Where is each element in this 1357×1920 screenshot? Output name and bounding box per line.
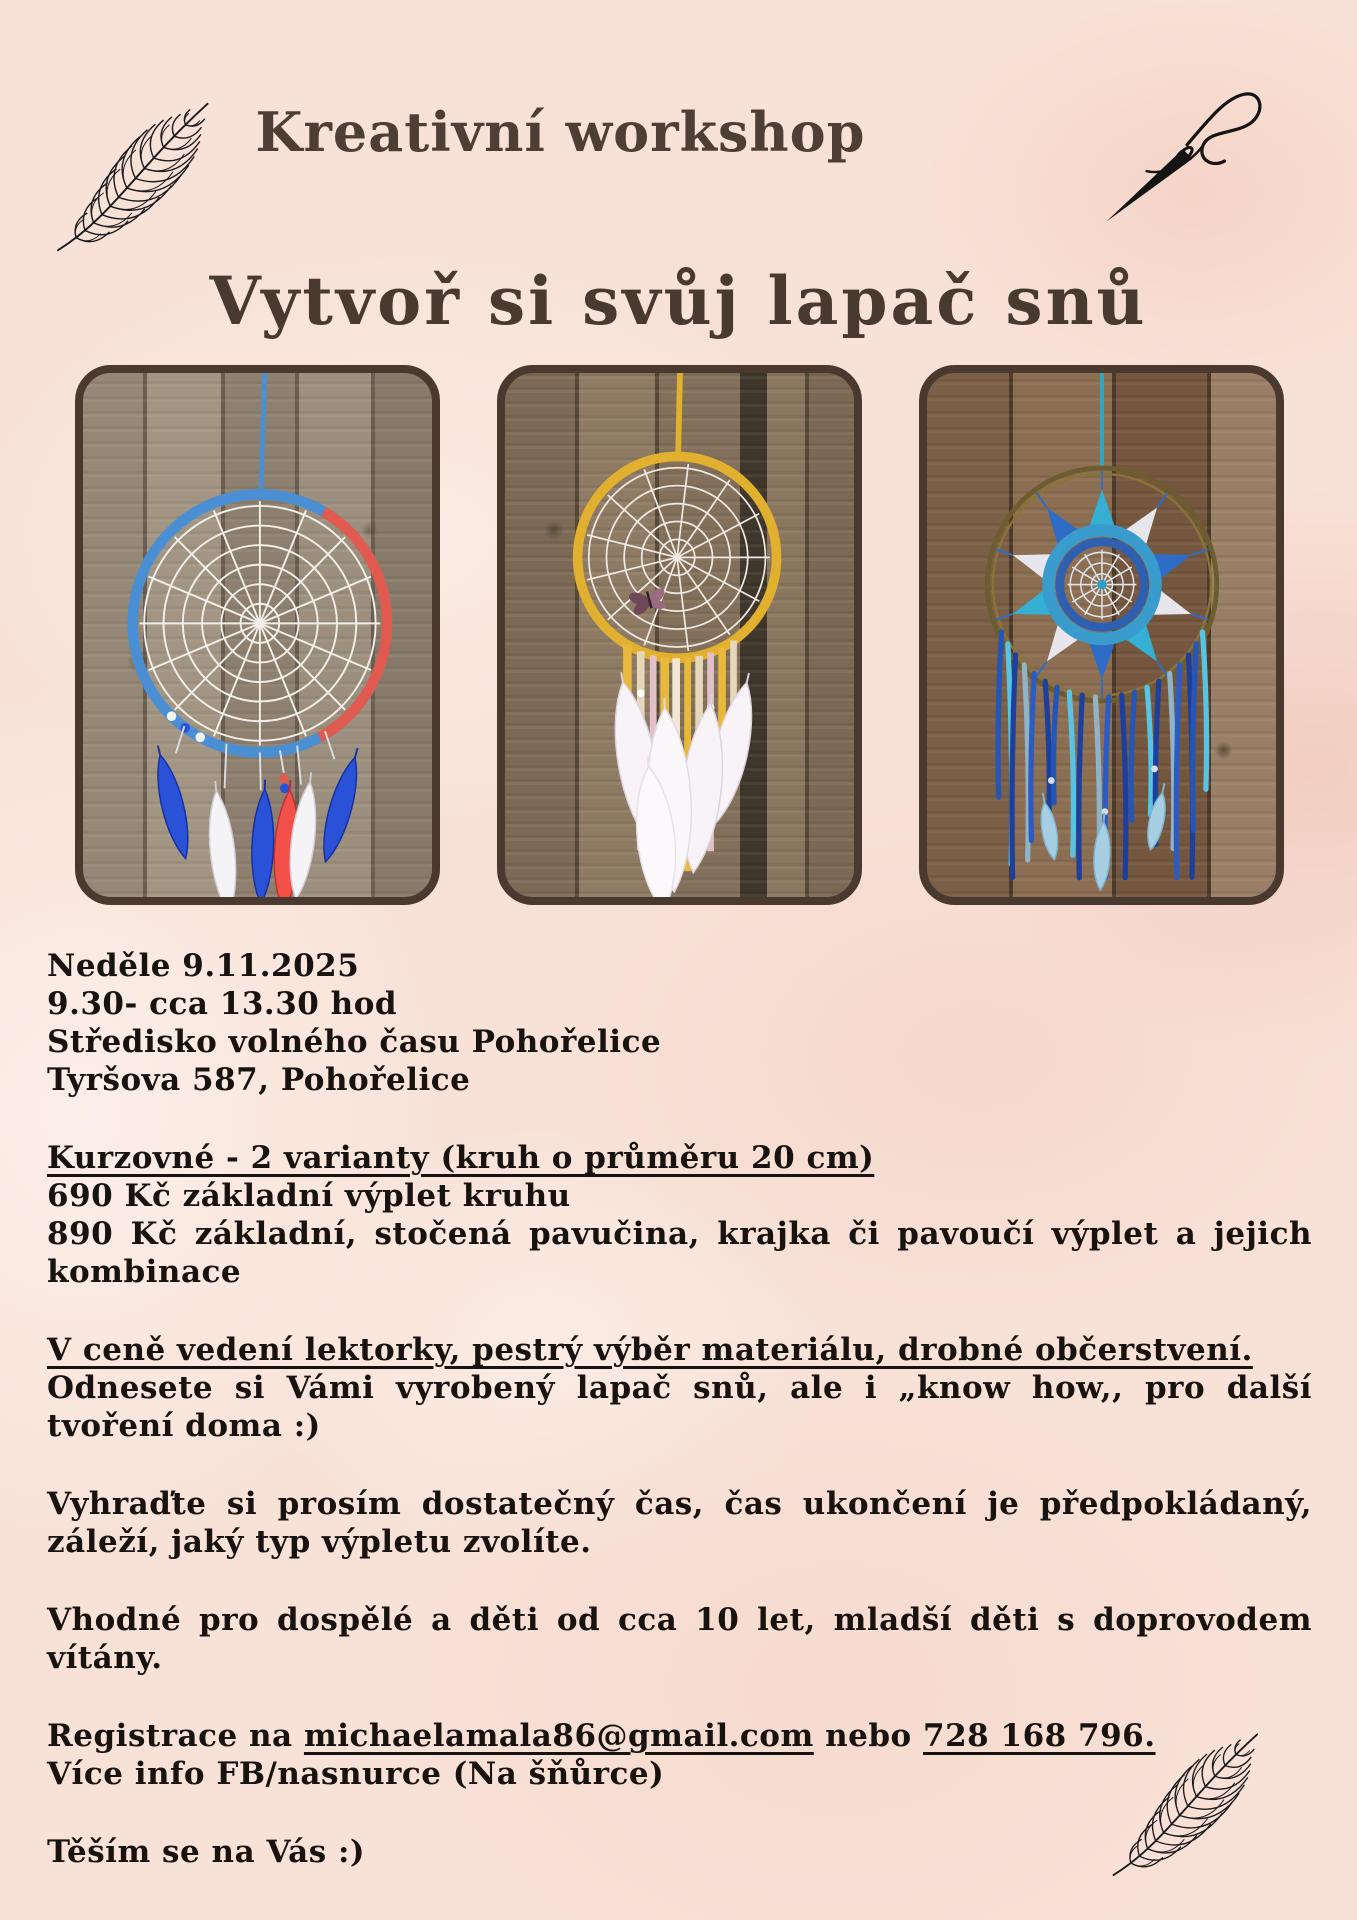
more-info-line: Více info FB/nasnurce (Na šňůrce) (47, 1756, 665, 1792)
note-age (47, 1601, 1312, 1677)
workshop-kicker: Kreativní workshop (255, 100, 866, 164)
phone-link[interactable]: 728 168 796. (923, 1718, 1156, 1754)
pricing-option-advanced: 890 Kč základní, stočená pavučina, krajka či pavoučí výplet a jejich (47, 1216, 1312, 1252)
pricing-heading: Kurzovné - 2 varianty (kruh o průměru 20 cm) (47, 1140, 875, 1176)
email-link[interactable]: michaelamala86@gmail.com (303, 1718, 814, 1754)
pricing-option-advanced-cont: kombinace (47, 1254, 242, 1290)
pricing-option-basic: 690 Kč základní výplet kruhu (47, 1178, 571, 1214)
note-age-line2: vítány. (47, 1640, 163, 1676)
note-duration (47, 1485, 1312, 1561)
photo-dreamcatcher-blue-mandala (919, 365, 1284, 905)
event-details (47, 947, 1312, 1099)
included-section (47, 1331, 1312, 1445)
closing-line: Těším se na Vás :) (47, 1834, 366, 1870)
photo-dreamcatcher-yellow (497, 365, 862, 905)
photo-row (75, 365, 1284, 905)
feather-icon (1096, 1700, 1300, 1896)
note-age-line1: Vhodné pro dospělé a děti od cca 10 let, mladší děti s doprovodem (47, 1602, 1312, 1638)
registration-label: Registrace na (47, 1718, 293, 1754)
included-body: Odnesete si Vámi vyrobený lapač snů, ale i „know how,, pro další (47, 1370, 1312, 1406)
photo-dreamcatcher-blue-red (75, 365, 440, 905)
event-time: 9.30- cca 13.30 hod (47, 986, 398, 1022)
included-heading: V ceně vedení lektorky, pestrý výběr materiálu, drobné občerstvení. (47, 1332, 1253, 1368)
event-date: Neděle 9.11.2025 (47, 948, 360, 984)
note-duration-line1: Vyhraďte si prosím dostatečný čas, čas ukončení je předpokládaný, (47, 1486, 1312, 1522)
page-title: Vytvoř si svůj lapač snů (209, 262, 1148, 340)
needle-thread-icon (1090, 78, 1272, 230)
event-venue: Středisko volného času Pohořelice (47, 1024, 662, 1060)
feather-icon (34, 68, 258, 272)
note-duration-line2: záleží, jaký typ výpletu zvolíte. (47, 1524, 592, 1560)
pricing-section (47, 1139, 1312, 1291)
event-address: Tyršova 587, Pohořelice (47, 1062, 471, 1098)
registration-connector: nebo (825, 1718, 912, 1754)
included-body-cont: tvoření doma :) (47, 1408, 321, 1444)
